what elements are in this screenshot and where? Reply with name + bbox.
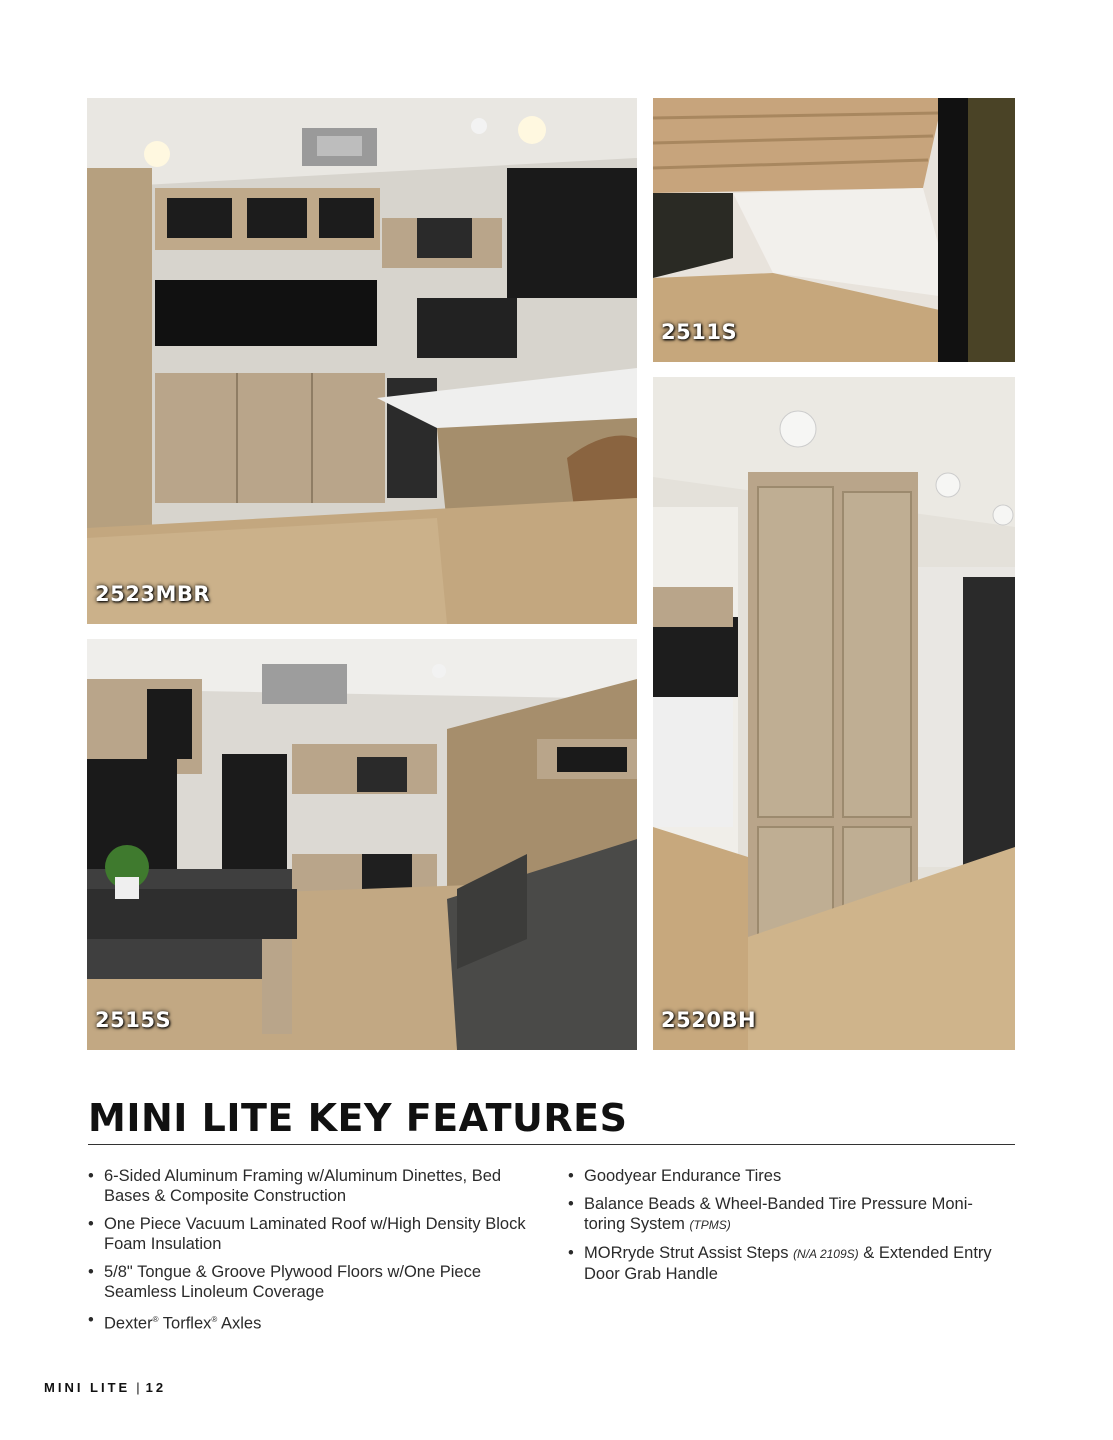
bullet-icon: • [88,1311,94,1329]
wardrobe-illustration [653,377,1015,1050]
photo-label: 2515S [95,1008,172,1032]
bullet-icon: • [568,1167,574,1185]
feature-item: • MORryde Strut Assist Steps (N/A 2109S) & Extended Entry Door Grab Handle [568,1244,992,1283]
bullet-icon: • [88,1167,94,1185]
bullet-icon: • [88,1215,94,1233]
photo-2511s [653,98,1015,362]
feature-item: • 5/8" Tongue & Groove Plywood Floors w/One Piece Seamless Linoleum Coverage [88,1263,482,1301]
footer-separator: | [136,1380,140,1395]
features-list-right [568,1166,1013,1292]
photo-2523mbr [87,98,637,624]
living-room-illustration [87,639,637,1050]
page-number: 12 [145,1380,167,1395]
feature-item: • Balance Beads & Wheel-Banded Tire Pressure Moni-toring System (TPMS) [568,1195,973,1233]
bullet-icon: • [568,1195,574,1213]
photo-label: 2523MBR [95,582,211,606]
feature-item: • Goodyear Endurance Tires [568,1167,782,1185]
bullet-icon: • [568,1244,574,1262]
heading-divider [88,1144,1015,1145]
footer-brand: MINI LITE [44,1380,131,1395]
bullet-icon: • [88,1263,94,1281]
photo-2520bh [653,377,1015,1050]
page-footer [44,1380,166,1395]
features-list-left [88,1166,538,1342]
features-heading: MINI LITE KEY FEATURES [88,1096,628,1140]
photo-label: 2511S [661,320,738,344]
feature-item: • One Piece Vacuum Laminated Roof w/High Density Block Foam Insulation [88,1215,526,1253]
photo-2515s [87,639,637,1050]
feature-item: • Dexter® Torflex® Axles [88,1311,262,1333]
photo-label: 2520BH [661,1008,757,1032]
kitchen-illustration [87,98,637,624]
feature-item: • 6-Sided Aluminum Framing w/Aluminum Dinettes, Bed Bases & Composite Construction [88,1167,502,1205]
